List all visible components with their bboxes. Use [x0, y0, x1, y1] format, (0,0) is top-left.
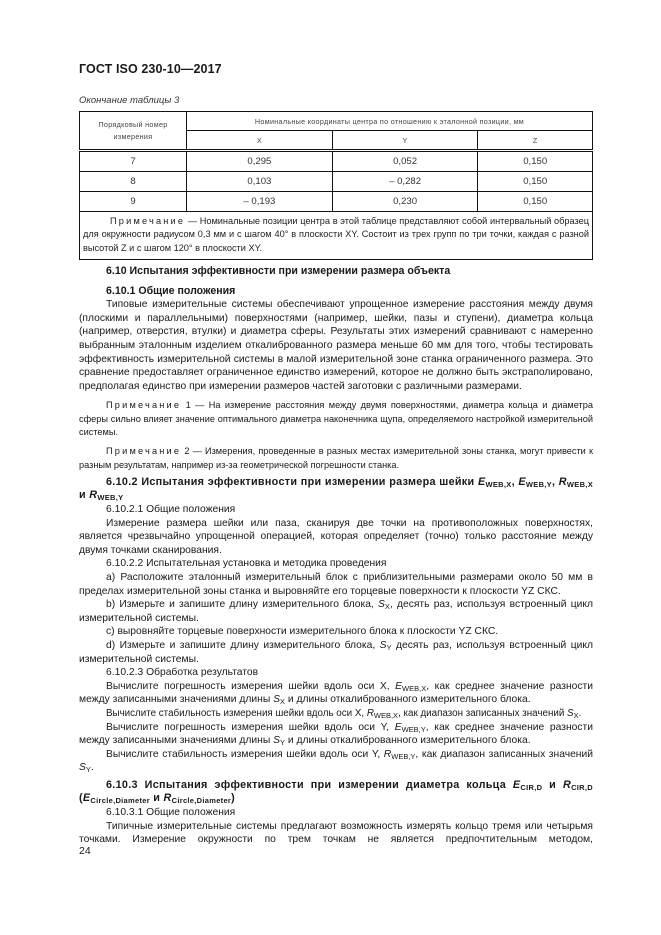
symbol: S: [379, 639, 387, 651]
section-6-10-2-3-title: 6.10.2.3 Обработка результатов: [106, 667, 259, 679]
step-d: [79, 639, 593, 666]
symbol: E: [82, 792, 91, 805]
cell-number: 8: [80, 172, 187, 192]
note-1-label: Примечание: [106, 400, 182, 411]
note-text: — Номинальные позиции центра в этой таблице представляют собой интервальный образец для окружности радиусом 0,3 мм и с шагом 40° в плоскости XY. Состоит из трех групп по три точки, каждая с разной высотой Z и с шагом 120° в плоскости XY.: [83, 216, 589, 253]
text: .: [90, 762, 94, 774]
cell-y: 0,052: [332, 151, 478, 172]
step-c: c) выровняйте торцевые поверхности измерительного блока к плоскости YZ СКС.: [106, 626, 499, 638]
table-note: [80, 212, 593, 260]
symbol: S: [378, 599, 385, 611]
subscript: X: [280, 697, 286, 707]
symbol: S: [273, 694, 281, 706]
cell-x: 0,295: [187, 151, 333, 172]
header-nominal-coordinates: Номинальные координаты центра по отношению к эталонной позиции, мм: [187, 112, 593, 131]
conj: и: [153, 792, 161, 805]
text: Вычислите стабильность измерения шейки вдоль оси Y,: [106, 748, 384, 760]
section-6-10-title: 6.10 Испытания эффективности при измерении размера объекта: [106, 265, 451, 277]
symbol: E: [395, 680, 403, 692]
text: b) Измерьте и запишите длину измерительного блока,: [106, 599, 378, 611]
symbol: R: [383, 748, 392, 760]
table-caption: Окончание таблицы 3: [79, 95, 180, 106]
conj: и: [79, 489, 86, 502]
section-6-10-2-2-title: 6.10.2.2 Испытательная установка и методика проведения: [106, 558, 387, 570]
symbol: E: [518, 475, 526, 488]
table-row: [80, 151, 593, 172]
symbol: E: [477, 475, 486, 488]
symbol: R: [163, 792, 172, 805]
section-6-10-3-1-title: 6.10.3.1 Общие положения: [106, 807, 236, 819]
subscript: Y: [280, 738, 286, 748]
table-row: [80, 192, 593, 212]
document-id-header: ГОСТ ISO 230-10—2017: [79, 62, 222, 76]
text: , как диапазон записанных значений: [398, 707, 568, 719]
symbol: S: [567, 707, 574, 719]
text: десять раз, используя встроенный цикл измерительной системы.: [79, 639, 593, 665]
symbol: S: [273, 735, 281, 747]
subscript: CIR,D: [520, 782, 543, 792]
table-header-row: [80, 112, 593, 131]
coordinates-table: [79, 111, 593, 260]
text: d) Измерьте и запишите длину измерительного блока,: [106, 639, 380, 651]
page-number: 24: [79, 845, 91, 857]
conj: и: [549, 778, 557, 791]
note-2: [79, 445, 593, 472]
section-6-10-2-title: 6.10.2 Испытания эффективности при измерении размера шейки $E_{WEB,X}$, $E_{WEB,Y}$, $R_{WEB,X}$ и $R_{WEB,Y}$: [79, 475, 593, 503]
header-x: X: [187, 131, 333, 151]
text: и длины откалиброванного измерительного блока.: [285, 735, 531, 747]
result-1: [79, 680, 593, 707]
subscript: X: [573, 710, 579, 720]
section-6-10-3-title: 6.10.3 Испытания эффективности при измерении диаметра кольца $E_{CIR,D}$ и $R_{CIR,D}$ ($E_{Circle,Diameter}$ и $R_{Circle,Diameter}$): [79, 778, 593, 806]
text: , как диапазон записанных значений: [415, 748, 593, 760]
text: Вычислите стабильность измерения шейки вдоль оси X,: [106, 707, 367, 719]
note-1: [79, 399, 593, 439]
text: и длины откалиброванного измерительного блока.: [285, 694, 531, 706]
note-1-text: 1 — На измерение расстояния между двумя поверхностями, диаметра кольца и диаметра сферы сильно влияет значение оптимального диаметра наконечника щупа, определяемого настройкой измерительной системы.: [79, 400, 593, 437]
section-6-10-2-1-text: Измерение размера шейки или паза, сканируя две точки на противоположных поверхностях, является чрезвычайно упрощенной операцией, которая определяет (точно) только расстояние между двумя точками сканирования.: [79, 517, 593, 556]
subscript: WEB,X: [402, 683, 427, 693]
text: как среднее значение разности между записанными значениями длины: [79, 721, 593, 747]
title-text: 6.10.2 Испытания эффективности при измерении размера шейки: [106, 475, 478, 488]
symbol: E: [512, 778, 521, 791]
header-measurement-number: Порядковый номер измерения: [80, 112, 187, 151]
section-6-10-1-text: Типовые измерительные системы обеспечивают упрощенное измерение расстояния между двумя (плоскими и параллельными) поверхностями (например, шейки, пазы и ступени), диаметра кольца (например, отверстия, втулки) и диаметра сферы. Результаты этих измерений сравнивают с намеренно выбранным эталонным изделием откалиброванного размера меньше 60 мм для того, чтобы тестировать эффективность измерительной системы в малой измерительной зоне станка ограниченного размера. Это сравнение предоставляет ограниченное единство измерений, которое не должно быть экстраполировано, предполагая единство при измерении размеров частей заготовки с различными размерами.: [79, 299, 593, 392]
symbol: R: [366, 707, 374, 719]
title-text: 6.10.3 Испытания эффективности при измерении диаметра кольца: [106, 778, 513, 791]
table-row: [80, 172, 593, 192]
subscript: WEB,X: [566, 479, 593, 489]
section-6-10-2-1-title: 6.10.2.1 Общие положения: [106, 504, 236, 516]
step-a: a) Расположите эталонный измерительный блок с приблизительными размерами около 50 мм в пределах измерительной зоны станка и выровняйте его торцевые поверхности к плоскости YZ СКС.: [79, 571, 593, 597]
subscript: Y: [386, 642, 392, 652]
subscript: CIR,D: [571, 782, 593, 792]
step-b: [79, 598, 593, 625]
cell-z: 0,150: [478, 172, 593, 192]
symbol: R: [562, 778, 572, 791]
subscript: WEB,Y: [525, 479, 552, 489]
note-2-label: Примечание: [106, 446, 182, 457]
cell-number: 7: [80, 151, 187, 172]
subscript: WEB,Y: [391, 751, 416, 761]
result-4: [79, 748, 593, 775]
subscript: WEB,X: [485, 479, 512, 489]
subscript: WEB,Y: [401, 724, 426, 734]
cell-z: 0,150: [478, 192, 593, 212]
cell-x: – 0,193: [187, 192, 333, 212]
subscript: Circle,Diameter: [171, 796, 232, 806]
text: Вычислите погрешность измерения шейки вдоль оси X,: [106, 680, 396, 692]
subscript: Y: [85, 765, 91, 775]
document-body: [79, 265, 593, 847]
section-6-10-1-title: 6.10.1 Общие положения: [106, 284, 236, 297]
header-y: Y: [332, 131, 478, 151]
symbol: R: [89, 489, 98, 502]
cell-y: 0,230: [332, 192, 478, 212]
text: .: [578, 707, 582, 719]
result-2: [79, 707, 593, 721]
subscript: X: [384, 602, 390, 612]
cell-number: 9: [80, 192, 187, 212]
symbol: S: [79, 762, 86, 774]
result-3: Вычислите погрешность измерения шейки вдоль оси Y, $E_{WEB,Y}$, как среднее значение разности между записанными значениями длины $S_Y$ и длины откалиброванного измерительного блока.: [79, 721, 593, 748]
note-2-text: 2 — Измерения, проведенные в разных местах измерительной зоны станка, могут привести к разным результатам, например из-за геометрической погрешности станка.: [79, 446, 593, 470]
header-z: Z: [478, 131, 593, 151]
subscript: WEB,Y: [97, 493, 124, 503]
note-label: Примечание: [110, 216, 186, 226]
subscript: WEB,X: [373, 710, 399, 720]
symbol: E: [394, 721, 402, 733]
text: , как среднее значение разности между записанными значениями длины: [79, 680, 593, 706]
symbol: R: [558, 475, 567, 488]
cell-z: 0,150: [478, 151, 593, 172]
subscript: Circle,Diameter: [90, 796, 150, 806]
section-6-10-3-1-text: Типичные измерительные системы предлагают возможность измерять кольцо тремя или четырьмя точками. Измерение окружности по трем точкам не является предпочтительным методом,: [79, 820, 593, 846]
cell-x: 0,103: [187, 172, 333, 192]
cell-y: – 0,282: [332, 172, 478, 192]
text: Вычислите погрешность измерения шейки вдоль оси Y,: [106, 721, 395, 733]
table-note-row: [80, 212, 593, 260]
text: , десять раз, используя встроенный цикл измерительной системы.: [79, 599, 593, 624]
